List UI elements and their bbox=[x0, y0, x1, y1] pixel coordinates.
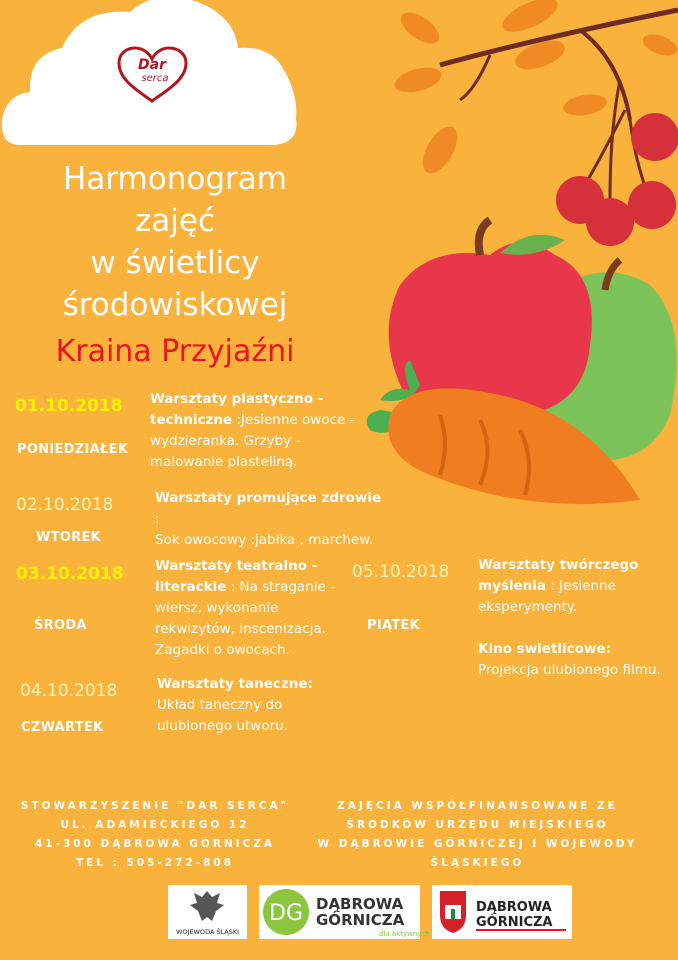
svg-text:WOJEWODA ŚLĄSKI: WOJEWODA ŚLĄSKI bbox=[175, 928, 240, 936]
desc-text: rekwizytów, inscenizacja. bbox=[155, 621, 326, 637]
schedule-desc-line bbox=[478, 639, 673, 660]
footer-funding-line: ŚRODKÓW URZĘDU MIEJSKIEGO bbox=[346, 819, 609, 831]
svg-text:GÓRNICZA: GÓRNICZA bbox=[316, 911, 405, 929]
schedule-day-3: ŚRODA bbox=[34, 618, 87, 633]
svg-text:serca: serca bbox=[141, 73, 169, 84]
title-line-2: zajęć bbox=[135, 203, 215, 239]
schedule-desc-line bbox=[478, 597, 673, 618]
desc-bold-text: literackie bbox=[155, 579, 227, 595]
desc-text: wiersz, wykonanie bbox=[155, 600, 279, 616]
schedule-desc-line bbox=[157, 695, 347, 716]
desc-bold-text: techniczne bbox=[150, 412, 233, 428]
schedule-desc-line bbox=[155, 556, 355, 577]
schedule-desc-line bbox=[150, 452, 365, 473]
schedule-desc-line bbox=[155, 488, 385, 530]
desc-text: eksperymenty. bbox=[478, 599, 578, 615]
desc-bold-text: Warsztaty promujące zdrowie bbox=[155, 490, 382, 506]
footer-address-line: UL. ADAMIECKIEGO 12 bbox=[60, 819, 250, 831]
desc-bold-text: Warsztaty teatralno - bbox=[155, 558, 318, 574]
schedule-desc-line bbox=[155, 577, 355, 598]
schedule-desc-line bbox=[155, 640, 355, 661]
desc-text: : Jesienne bbox=[546, 578, 616, 594]
desc-text: : bbox=[155, 511, 160, 527]
desc-bold-text: Warsztaty plastyczno - bbox=[150, 391, 324, 407]
wojewoda-logo bbox=[168, 885, 247, 939]
schedule-day-1: PONIEDZIAŁEK bbox=[17, 442, 129, 457]
desc-text: malowanie plasteliną. bbox=[150, 454, 298, 470]
schedule-desc-line bbox=[155, 619, 355, 640]
desc-text: wydzieranka. Grzyby - bbox=[150, 433, 301, 449]
title-line-4: środowiskowej bbox=[62, 287, 288, 323]
footer-address-line: 41-300 DĄBROWA GÓRNICZA bbox=[34, 838, 276, 850]
schedule-date-1: 01.10.2018 bbox=[15, 396, 123, 416]
footer-funding bbox=[315, 797, 640, 873]
schedule-desc-1 bbox=[150, 389, 365, 473]
title-line-3: w świetlicy bbox=[90, 245, 260, 281]
schedule-desc-line bbox=[155, 530, 385, 551]
schedule-date-2: 02.10.2018 bbox=[16, 495, 114, 515]
schedule-desc-line bbox=[157, 716, 347, 737]
schedule-day-4: CZWARTEK bbox=[21, 720, 104, 735]
schedule-desc-4 bbox=[157, 674, 347, 737]
schedule-desc-5 bbox=[478, 555, 673, 681]
page-subtitle: Kraina Przyjaźni bbox=[55, 334, 295, 369]
desc-bold-text: myślenia bbox=[478, 578, 547, 594]
fruit-illustration bbox=[350, 215, 678, 525]
schedule-date-4: 04.10.2018 bbox=[20, 681, 118, 701]
svg-text:DĄBROWA: DĄBROWA bbox=[476, 900, 552, 915]
svg-text:DĄBROWA: DĄBROWA bbox=[316, 895, 404, 913]
desc-text: : Na straganie - bbox=[226, 579, 335, 595]
desc-text: ulubionego utworu. bbox=[157, 718, 288, 734]
title-line-1: Harmonogram bbox=[63, 161, 287, 197]
footer-funding-line: ZAJĘCIA WSPÓŁFINANSOWANE ZE bbox=[337, 800, 618, 812]
schedule-desc-line bbox=[150, 410, 365, 431]
desc-bold-text: Warsztaty taneczne: bbox=[157, 676, 313, 692]
eagle-icon bbox=[168, 885, 247, 939]
footer-funding-line: W DĄBROWIE GÓRNICZEJ I WOJEWODY bbox=[317, 838, 638, 850]
schedule-desc-line bbox=[478, 555, 673, 576]
page-title bbox=[20, 158, 330, 326]
footer-address-line: STOWARZYSZENIE "DAR SERCA" bbox=[20, 800, 290, 812]
schedule-desc-line bbox=[478, 660, 673, 681]
svg-text:DG: DG bbox=[269, 901, 303, 926]
schedule-day-2: WTOREK bbox=[36, 530, 102, 545]
schedule-desc-line bbox=[150, 389, 365, 410]
desc-text: Zagadki o owocach. bbox=[155, 642, 290, 658]
schedule-date-3: 03.10.2018 bbox=[16, 564, 124, 584]
footer-address-line: TEL : 505-272-808 bbox=[75, 857, 234, 869]
branch-illustration bbox=[380, 0, 678, 250]
schedule-day-5: PIĄTEK bbox=[367, 618, 421, 633]
dg-active-logo bbox=[259, 885, 430, 939]
svg-text:Dar: Dar bbox=[138, 57, 166, 73]
schedule-desc-2 bbox=[155, 488, 385, 551]
desc-text: Sok owocowy :jabłka , marchew. bbox=[155, 532, 374, 548]
svg-text:dla aktywnych: dla aktywnych bbox=[379, 930, 430, 938]
dar-serca-logo bbox=[115, 45, 190, 105]
footer-address bbox=[20, 797, 290, 873]
dabrowa-city-logo bbox=[432, 885, 572, 939]
schedule-desc-line bbox=[155, 598, 355, 619]
desc-bold-text: Kino swietlicowe: bbox=[478, 641, 611, 657]
desc-bold-text: Warsztaty twórczego bbox=[478, 557, 639, 573]
schedule-desc-line bbox=[478, 576, 673, 597]
schedule-desc-3 bbox=[155, 556, 355, 661]
svg-text:GÓRNICZA: GÓRNICZA bbox=[476, 915, 553, 930]
schedule-date-5: 05.10.2018 bbox=[352, 562, 450, 582]
footer-funding-line: ŚLĄSKIEGO bbox=[430, 857, 525, 869]
desc-text: :Jesienne owoce - bbox=[232, 412, 355, 428]
desc-text: Projekcja ulubionego filmu. bbox=[478, 662, 661, 678]
desc-text: Układ taneczny do bbox=[157, 697, 283, 713]
schedule-desc-line bbox=[478, 618, 673, 639]
schedule-desc-line bbox=[150, 431, 365, 452]
schedule-desc-line bbox=[157, 674, 347, 695]
